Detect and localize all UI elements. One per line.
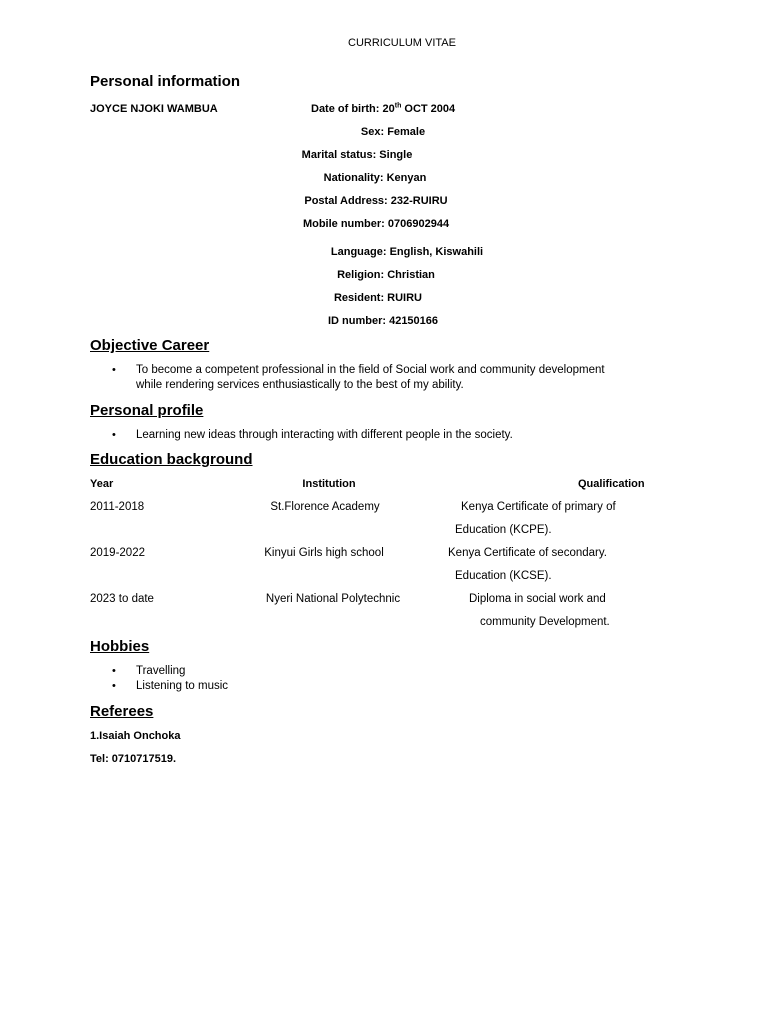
id-number: ID number: 42150166 <box>327 315 439 327</box>
document-title: CURRICULUM VITAE <box>348 37 456 49</box>
date-of-birth: Date of birth: 20th OCT 2004 <box>311 102 456 115</box>
language: Language: English, Kiswahili <box>330 246 484 258</box>
edu-institution: Nyeri National Polytechnic <box>265 593 401 605</box>
edu-year: 2011-2018 <box>90 501 145 513</box>
personal-info-heading: Personal information <box>90 73 241 90</box>
col-year-header: Year <box>90 478 114 490</box>
bullet-icon: • <box>112 665 116 677</box>
bullet-icon: • <box>112 364 116 376</box>
resident: Resident: RUIRU <box>333 292 423 304</box>
profile-heading: Personal profile <box>90 402 204 419</box>
postal-address: Postal Address: 232-RUIRU <box>304 195 448 207</box>
edu-year: 2023 to date <box>90 593 154 605</box>
hobbies-heading: Hobbies <box>90 638 150 655</box>
col-qualification-header: Qualification <box>578 478 645 490</box>
referee-name: 1.Isaiah Onchoka <box>90 730 181 742</box>
edu-qualification-line1: Kenya Certificate of primary of <box>461 501 616 513</box>
hobby-item: Travelling <box>136 665 186 677</box>
edu-qualification-line1: Kenya Certificate of secondary. <box>448 547 607 559</box>
religion: Religion: Christian <box>337 269 435 281</box>
full-name: JOYCE NJOKI WAMBUA <box>90 103 218 115</box>
edu-qualification-line2: Education (KCSE). <box>455 570 552 582</box>
edu-qualification-line1: Diploma in social work and <box>469 593 606 605</box>
nationality: Nationality: Kenyan <box>323 172 427 184</box>
objective-line-1: To become a competent professional in the field of Social work and community development <box>136 364 605 376</box>
edu-year: 2019-2022 <box>90 547 145 559</box>
bullet-icon: • <box>112 680 116 692</box>
education-heading: Education background <box>90 451 253 468</box>
referee-tel: Tel: 0710717519. <box>90 753 177 765</box>
edu-institution: Kinyui Girls high school <box>264 547 384 559</box>
hobby-item: Listening to music <box>136 680 229 692</box>
profile-item: Learning new ideas through interacting with different people in the society. <box>136 429 513 441</box>
edu-qualification-line2: Education (KCPE). <box>455 524 552 536</box>
sex: Sex: Female <box>360 126 426 138</box>
bullet-icon: • <box>112 429 116 441</box>
referees-heading: Referees <box>90 703 154 720</box>
marital-status: Marital status: Single <box>301 149 413 161</box>
edu-institution: St.Florence Academy <box>270 501 380 513</box>
mobile-number: Mobile number: 0706902944 <box>302 218 450 230</box>
edu-qualification-line2: community Development. <box>480 616 610 628</box>
objective-heading: Objective Career <box>90 337 210 354</box>
col-institution-header: Institution <box>302 478 356 490</box>
objective-line-2: while rendering services enthusiastically to the best of my ability. <box>136 379 464 391</box>
